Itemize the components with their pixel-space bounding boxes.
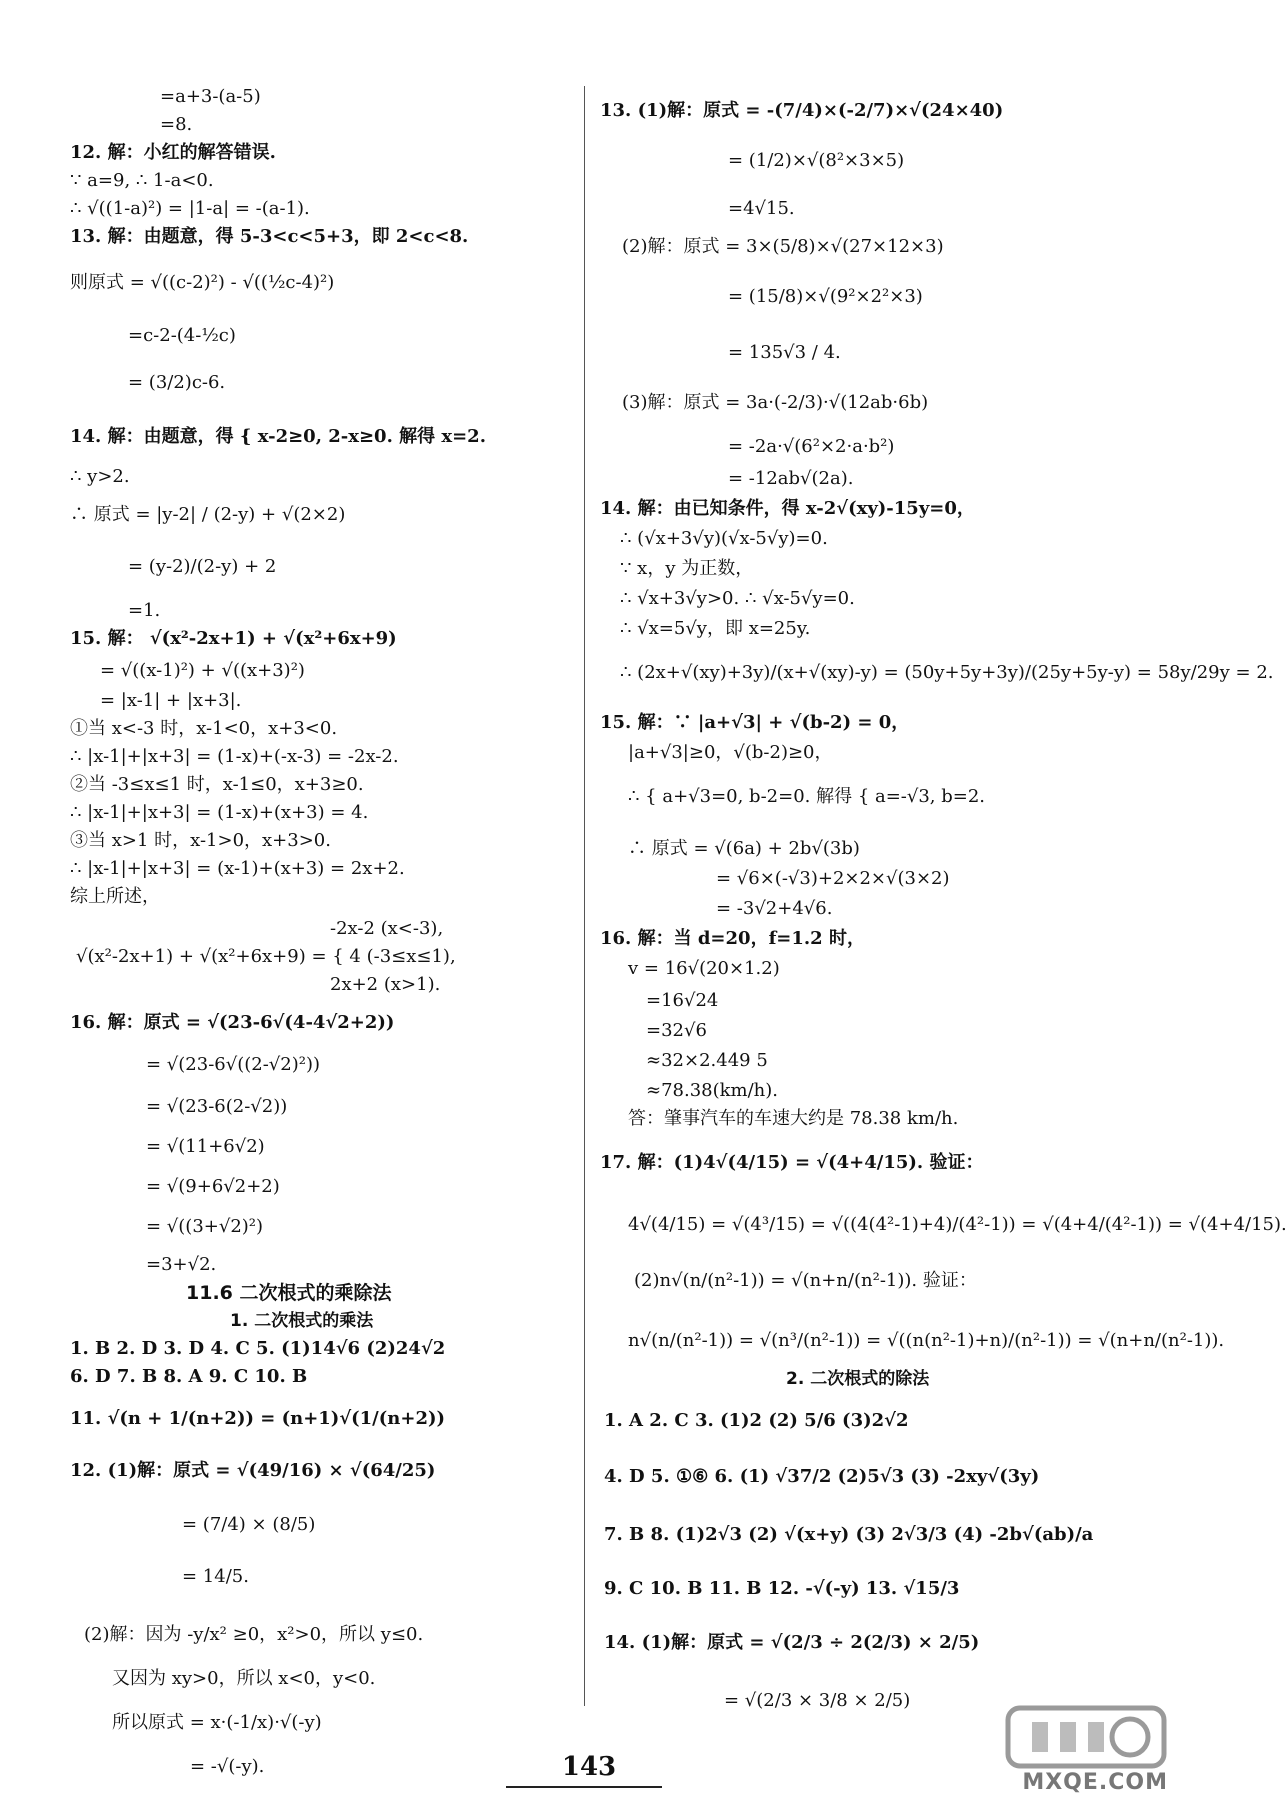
right-line-38: = √(2/3 × 3/8 × 2/5) [724, 1690, 911, 1711]
column-divider [584, 86, 585, 1706]
left-line-37: 6. D 7. B 8. A 9. C 10. B [70, 1366, 308, 1387]
right-line-10: ∴ (√x+3√y)(√x-5√y)=0. [620, 528, 828, 549]
watermark-text: MXQE.COM [1022, 1770, 1168, 1795]
left-line-45: = -√(-y). [190, 1756, 265, 1777]
left-line-27: 16. 解：原式 = √(23-6√(4-4√2+2)) [70, 1012, 395, 1033]
left-line-38: 11. √(n + 1/(n+2)) = (n+1)√(1/(n+2)) [70, 1408, 446, 1429]
left-line-18: ∴ |x-1|+|x+3| = (1-x)+(-x-3) = -2x-2. [70, 746, 399, 767]
left-line-34: 11.6 二次根式的乘除法 [186, 1282, 392, 1304]
right-line-20: = -3√2+4√6. [716, 898, 833, 919]
left-line-44: 所以原式 = x·(-1/x)·√(-y) [112, 1712, 322, 1733]
left-line-36: 1. B 2. D 3. D 4. C 5. (1)14√6 (2)24√2 [70, 1338, 446, 1359]
right-line-15: 15. 解：∵ |a+√3| + √(b-2) = 0， [600, 712, 910, 733]
left-line-23: 综上所述， [70, 886, 160, 907]
right-line-2: =4√15. [728, 198, 795, 219]
left-line-17: ①当 x<-3 时，x-1<0，x+3<0. [70, 718, 338, 739]
left-line-9: 14. 解：由题意，得 { x-2≥0, 2-x≥0. 解得 x=2. [70, 426, 486, 447]
right-line-3: (2)解：原式 = 3×(5/8)×√(27×12×3) [622, 236, 944, 257]
left-line-32: = √((3+√2)²) [146, 1216, 264, 1237]
right-line-28: 17. 解：(1)4√(4/15) = √(4+4/15). 验证： [600, 1152, 984, 1173]
right-line-4: = (15/8)×√(9²×2²×3) [728, 286, 923, 307]
left-line-25: √(x²-2x+1) + √(x²+6x+9) = { 4 (-3≤x≤1), [76, 946, 456, 967]
left-line-10: ∴ y>2. [70, 466, 130, 487]
right-line-35: 7. B 8. (1)2√3 (2) √(x+y) (3) 2√3/3 (4) -2b√(ab)/a [604, 1524, 1094, 1545]
right-line-30: (2)n√(n/(n²-1)) = √(n+n/(n²-1)). 验证： [634, 1270, 977, 1291]
left-line-41: = 14/5. [182, 1566, 249, 1587]
left-line-7: =c-2-(4-½c) [128, 325, 236, 346]
left-line-1: =8. [160, 114, 193, 135]
footer-rule [506, 1786, 662, 1788]
right-line-29: 4√(4/15) = √(4³/15) = √((4(4²-1)+4)/(4²-1)) = √(4+4/(4²-1)) = √(4+4/15). [628, 1214, 1287, 1235]
right-line-6: (3)解：原式 = 3a·(-2/3)·√(12ab·6b) [622, 392, 929, 413]
right-line-36: 9. C 10. B 11. B 12. -√(-y) 13. √15/3 [604, 1578, 960, 1599]
right-line-7: = -2a·√(6²×2·a·b²) [728, 436, 895, 457]
right-line-32: 2. 二次根式的除法 [786, 1369, 930, 1389]
left-line-19: ②当 -3≤x≤1 时，x-1≤0，x+3≥0. [70, 774, 364, 795]
left-line-42: (2)解：因为 -y/x² ≥0，x²>0，所以 y≤0. [84, 1624, 424, 1645]
left-line-6: 则原式 = √((c-2)²) - √((½c-4)²) [70, 272, 335, 293]
right-line-23: =16√24 [646, 990, 719, 1011]
left-line-2: 12. 解：小红的解答错误. [70, 142, 276, 163]
right-line-31: n√(n/(n²-1)) = √(n³/(n²-1)) = √((n(n²-1)+n)/(n²-1)) = √(n+n/(n²-1)). [628, 1330, 1225, 1351]
left-line-43: 又因为 xy>0，所以 x<0，y<0. [112, 1668, 376, 1689]
right-line-27: 答：肇事汽车的车速大约是 78.38 km/h. [628, 1108, 959, 1129]
left-line-39: 12. (1)解：原式 = √(49/16) × √(64/25) [70, 1460, 436, 1481]
left-line-15: = √((x-1)²) + √((x+3)²) [100, 660, 305, 681]
left-line-21: ③当 x>1 时，x-1>0，x+3>0. [70, 830, 331, 851]
right-line-37: 14. (1)解：原式 = √(2/3 ÷ 2(2/3) × 2/5) [604, 1632, 980, 1653]
right-line-19: = √6×(-√3)+2×2×√(3×2) [716, 868, 950, 889]
right-line-16: |a+√3|≥0，√(b-2)≥0， [628, 742, 833, 763]
left-line-0: =a+3-(a-5) [160, 86, 261, 107]
right-line-12: ∴ √x+3√y>0. ∴ √x-5√y=0. [620, 588, 855, 609]
right-line-21: 16. 解：当 d=20，f=1.2 时， [600, 928, 865, 949]
left-line-8: = (3/2)c-6. [128, 372, 226, 393]
right-line-24: =32√6 [646, 1020, 707, 1041]
left-line-11: ∴ 原式 = |y-2| / (2-y) + √(2×2) [70, 504, 346, 525]
left-line-13: =1. [128, 600, 161, 621]
right-line-9: 14. 解：由已知条件，得 x-2√(xy)-15y=0， [600, 498, 975, 519]
left-line-30: = √(11+6√2) [146, 1136, 265, 1157]
left-line-35: 1. 二次根式的乘法 [230, 1311, 374, 1331]
left-line-20: ∴ |x-1|+|x+3| = (1-x)+(x+3) = 4. [70, 802, 369, 823]
left-line-4: ∴ √((1-a)²) = |1-a| = -(a-1). [70, 198, 310, 219]
left-line-24: -2x-2 (x<-3), [330, 918, 444, 939]
left-line-12: = (y-2)/(2-y) + 2 [128, 556, 277, 577]
right-line-13: ∴ √x=5√y，即 x=25y. [620, 618, 811, 639]
right-line-5: = 135√3 / 4. [728, 342, 841, 363]
left-line-26: 2x+2 (x>1). [330, 974, 441, 995]
left-line-33: =3+√2. [146, 1254, 217, 1275]
left-line-29: = √(23-6(2-√2)) [146, 1096, 288, 1117]
left-line-14: 15. 解： √(x²-2x+1) + √(x²+6x+9) [70, 628, 397, 649]
page-number: 143 [561, 1752, 617, 1782]
right-line-34: 4. D 5. ①⑥ 6. (1) √37/2 (2)5√3 (3) -2xy√(3y) [604, 1466, 1040, 1487]
right-line-1: = (1/2)×√(8²×3×5) [728, 150, 905, 171]
right-line-18: ∴ 原式 = √(6a) + 2b√(3b) [628, 838, 860, 859]
right-line-33: 1. A 2. C 3. (1)2 (2) 5/6 (3)2√2 [604, 1410, 909, 1431]
right-line-22: v = 16√(20×1.2) [628, 958, 780, 979]
right-line-0: 13. (1)解：原式 = -(7/4)×(-2/7)×√(24×40) [600, 100, 1004, 121]
left-line-5: 13. 解：由题意，得 5-3<c<5+3，即 2<c<8. [70, 226, 469, 247]
left-line-40: = (7/4) × (8/5) [182, 1514, 316, 1535]
right-line-11: ∵ x，y 为正数， [620, 558, 754, 579]
left-line-31: = √(9+6√2+2) [146, 1176, 280, 1197]
left-line-28: = √(23-6√((2-√2)²)) [146, 1054, 320, 1075]
right-line-14: ∴ (2x+√(xy)+3y)/(x+√(xy)-y) = (50y+5y+3y)/(25y+5y-y) = 58y/29y = 2. [620, 662, 1274, 683]
right-line-25: ≈32×2.449 5 [646, 1050, 768, 1071]
right-line-8: = -12ab√(2a). [728, 468, 854, 489]
right-line-17: ∴ { a+√3=0, b-2=0. 解得 { a=-√3, b=2. [628, 786, 986, 807]
left-line-22: ∴ |x-1|+|x+3| = (x-1)+(x+3) = 2x+2. [70, 858, 405, 879]
left-line-16: = |x-1| + |x+3|. [100, 690, 242, 711]
right-line-26: ≈78.38(km/h). [646, 1080, 779, 1101]
left-line-3: ∵ a=9, ∴ 1-a<0. [70, 170, 214, 191]
